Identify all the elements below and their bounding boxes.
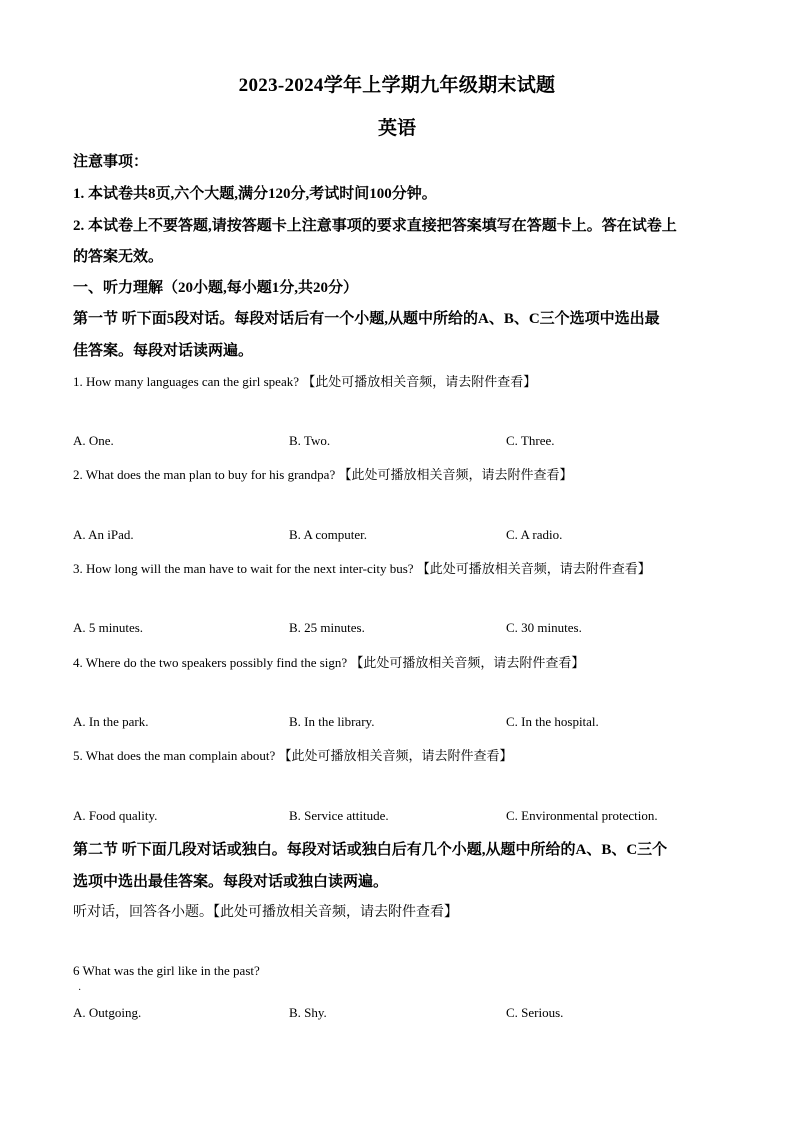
question-3-stem: 3. How long will the man have to wait for the next inter-city bus? 【此处可播放相关音频，请去附件查看】 [73,561,651,576]
notice-item-2-line-2: 的答案无效。 [73,249,164,265]
notice-item-2-line-1: 2. 本试卷上不要答题,请按答题卡上注意事项的要求直接把答案填写在答题卡上。答在试卷上 [73,218,677,234]
question-1-option-b: B. Two. [289,433,331,448]
question-4-option-b: B. In the library. [289,714,375,729]
question-2-option-b: B. A computer. [289,527,367,542]
question-3-option-c: C. 30 minutes. [506,620,582,635]
question-6-stem: 6 What was the girl like in the past? [73,963,260,978]
section-1-heading: 一、听力理解（20小题,每小题1分,共20分） [73,280,359,296]
question-3-option-b: B. 25 minutes. [289,620,365,635]
question-4-stem: 4. Where do the two speakers possibly find the sign? 【此处可播放相关音频，请去附件查看】 [73,655,585,670]
question-1-option-a: A. One. [73,433,114,448]
question-2-option-c: C. A radio. [506,527,563,542]
exam-subject: 英语 [377,118,416,139]
question-5-option-b: B. Service attitude. [289,808,389,823]
notice-item-1: 1. 本试卷共8页,六个大题,满分120分,考试时间100分钟。 [73,186,437,202]
part-2-instruction-line-2: 选项中选出最佳答案。每段对话或独白读两遍。 [73,874,389,890]
part-1-instruction-line-1: 第一节 听下面5段对话。每段对话后有一个小题,从题中所给的A、B、C三个选项中选出最 [73,311,660,327]
question-1-stem: 1. How many languages can the girl speak? 【此处可播放相关音频，请去附件查看】 [73,374,537,389]
question-4-option-a: A. In the park. [73,714,149,729]
question-5-option-c: C. Environmental protection. [506,808,658,823]
question-5-option-a: A. Food quality. [73,808,158,823]
exam-title: 2023-2024学年上学期九年级期末试题 [238,75,556,96]
question-6-option-a: A. Outgoing. [73,1005,142,1020]
question-6-option-c: C. Serious. [506,1005,564,1020]
notice-heading: 注意事项： [73,154,149,170]
question-1-option-c: C. Three. [506,433,555,448]
part-1-instruction-line-2: 佳答案。每段对话读两遍。 [73,343,254,359]
stray-dot: · [78,985,82,996]
question-6-option-b: B. Shy. [289,1005,327,1020]
part-2-instruction-line-1: 第二节 听下面几段对话或独白。每段对话或独白后有几个小题,从题中所给的A、B、C三个 [73,842,668,858]
question-2-option-a: A. An iPad. [73,527,134,542]
question-5-stem: 5. What does the man complain about? 【此处可播放相关音频，请去附件查看】 [73,748,513,763]
question-4-option-c: C. In the hospital. [506,714,599,729]
part-2-listening-instruction: 听对话，回答各小题。【此处可播放相关音频，请去附件查看】 [73,905,458,920]
question-2-stem: 2. What does the man plan to buy for his grandpa? 【此处可播放相关音频，请去附件查看】 [73,467,573,482]
question-3-option-a: A. 5 minutes. [73,620,144,635]
